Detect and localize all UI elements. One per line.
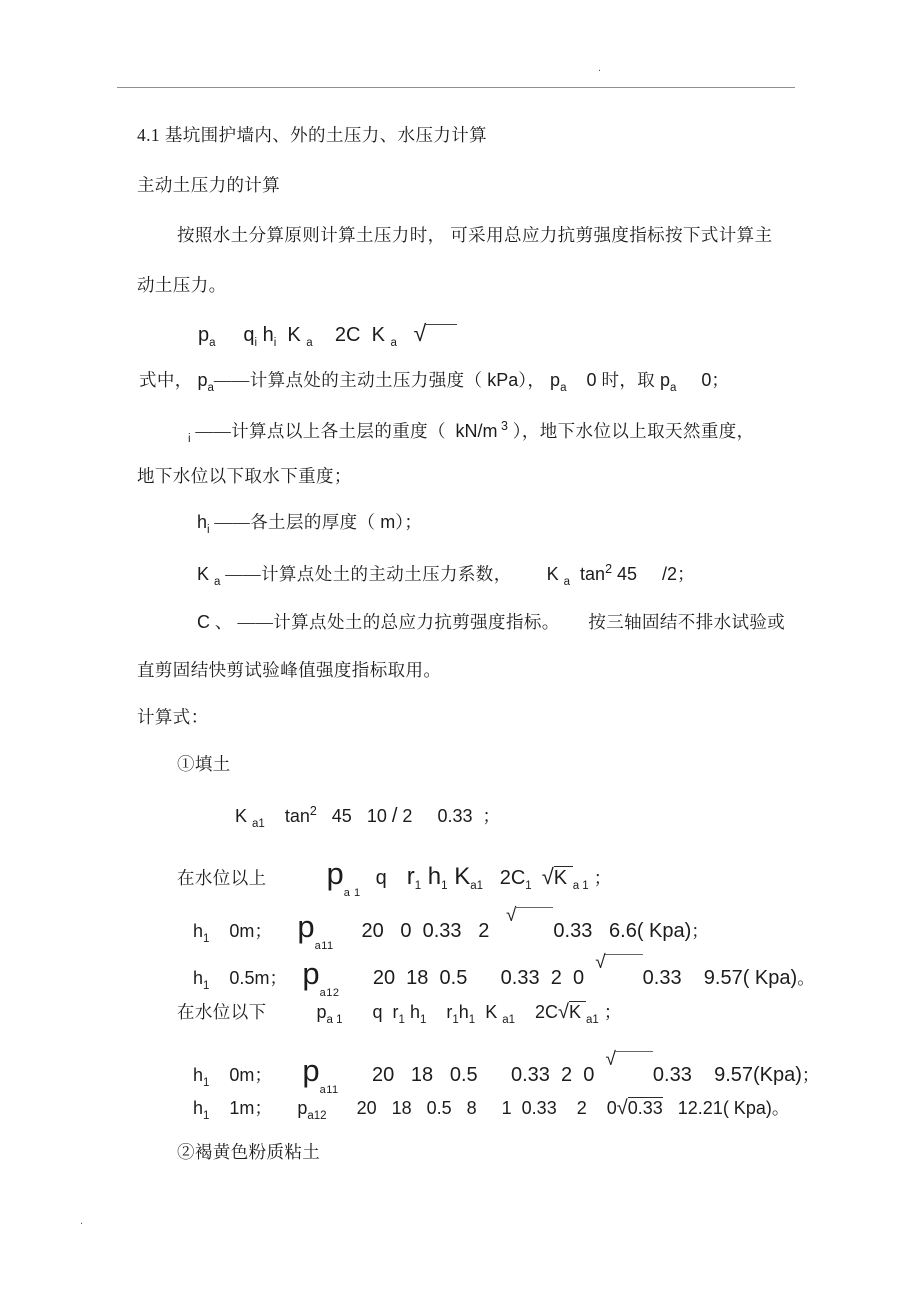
- section-heading: 4.1 基坑围护墙内、外的土压力、水压力计算: [137, 125, 488, 145]
- footer-stray-dot: .: [80, 1215, 84, 1227]
- definition-pa: 式中， $p_a——$计算点处的主动土压力强度（ kPa）， $p_a$ 0 时，取 $p_a$ 0；: [139, 370, 730, 394]
- item2-clay: ②褐黄色粉质粘土: [177, 1142, 321, 1162]
- calc-h1-1m-below: $h_1$ 1m； $p_{a12}$ 20 18 0.5 8 1 0.33 2 0√0.33 12.21( Kpa)。: [193, 1097, 790, 1122]
- subsection-title: 主动土压力的计算: [137, 175, 281, 195]
- definition-c: C 、 ——计算点处土的总应力抗剪强度指标。 按三轴固结不排水试验或: [197, 612, 786, 632]
- definition-gamma-continued: 地下水位以下取水下重度；: [137, 466, 352, 486]
- definition-ka: K $_a$ ——计算点处土的主动土压力系数， K $_a$ $\tan^2 45$ /2；: [197, 562, 695, 588]
- intro-paragraph-line2: 动土压力。: [137, 275, 227, 295]
- definition-hi: $h_i$ ——各土层的厚度（ m）；: [197, 512, 423, 536]
- definition-gamma: $_i$ ——计算点以上各土层的重度（ kN/m $^3$ ），地下水位以上取天然重度，: [188, 419, 755, 445]
- header-rule: [117, 87, 795, 88]
- definition-c-continued: 直剪固结快剪试验峰值强度指标取用。: [137, 660, 442, 680]
- formula-ka1: K $_{a1}$ $\tan^2 45$ 10 / 2 0.33 ；: [235, 804, 501, 830]
- formula-above-water-level: 在水位以上 $p_{a 1}$ q $r_1$ $h_1$ $K_{a1}$ $2C_1$ √K $_{a 1}$ ；: [177, 856, 612, 899]
- calculation-label: 计算式：: [137, 707, 209, 727]
- formula-active-pressure: $p_a$ $q_i$ $h_i$ K $_a$ 2C K $_a$ √: [198, 320, 457, 351]
- formula-below-water-level: 在水位以下 $p_{a 1}$ q $r_1$ $h_1$ $r_1h_1$ K $_{a1}$ 2C√K $_{a1}$ ；: [177, 1001, 622, 1026]
- item1-fill-soil: ①填土: [177, 754, 231, 774]
- intro-paragraph-line1: 按照水土分算原则计算土压力时， 可采用总应力抗剪强度指标按下式计算主: [177, 225, 773, 245]
- calc-h1-0m-below: $h_1$ 0m； $p_{a11}$ 20 18 0.5 0.33 2 0 √0.33 9.57(Kpa)；: [193, 1049, 820, 1096]
- header-stray-dot: .: [598, 62, 602, 74]
- calc-h1-05m-above: $h_1$ 0.5m； $p_{a12}$ 20 18 0.5 0.33 2 0 √0.33 9.57( Kpa)。: [193, 952, 816, 999]
- calc-h1-0m-above: $h_1$ 0m； $p_{a11}$ 20 0 0.33 2 √0.33 6.6( Kpa)；: [193, 905, 710, 952]
